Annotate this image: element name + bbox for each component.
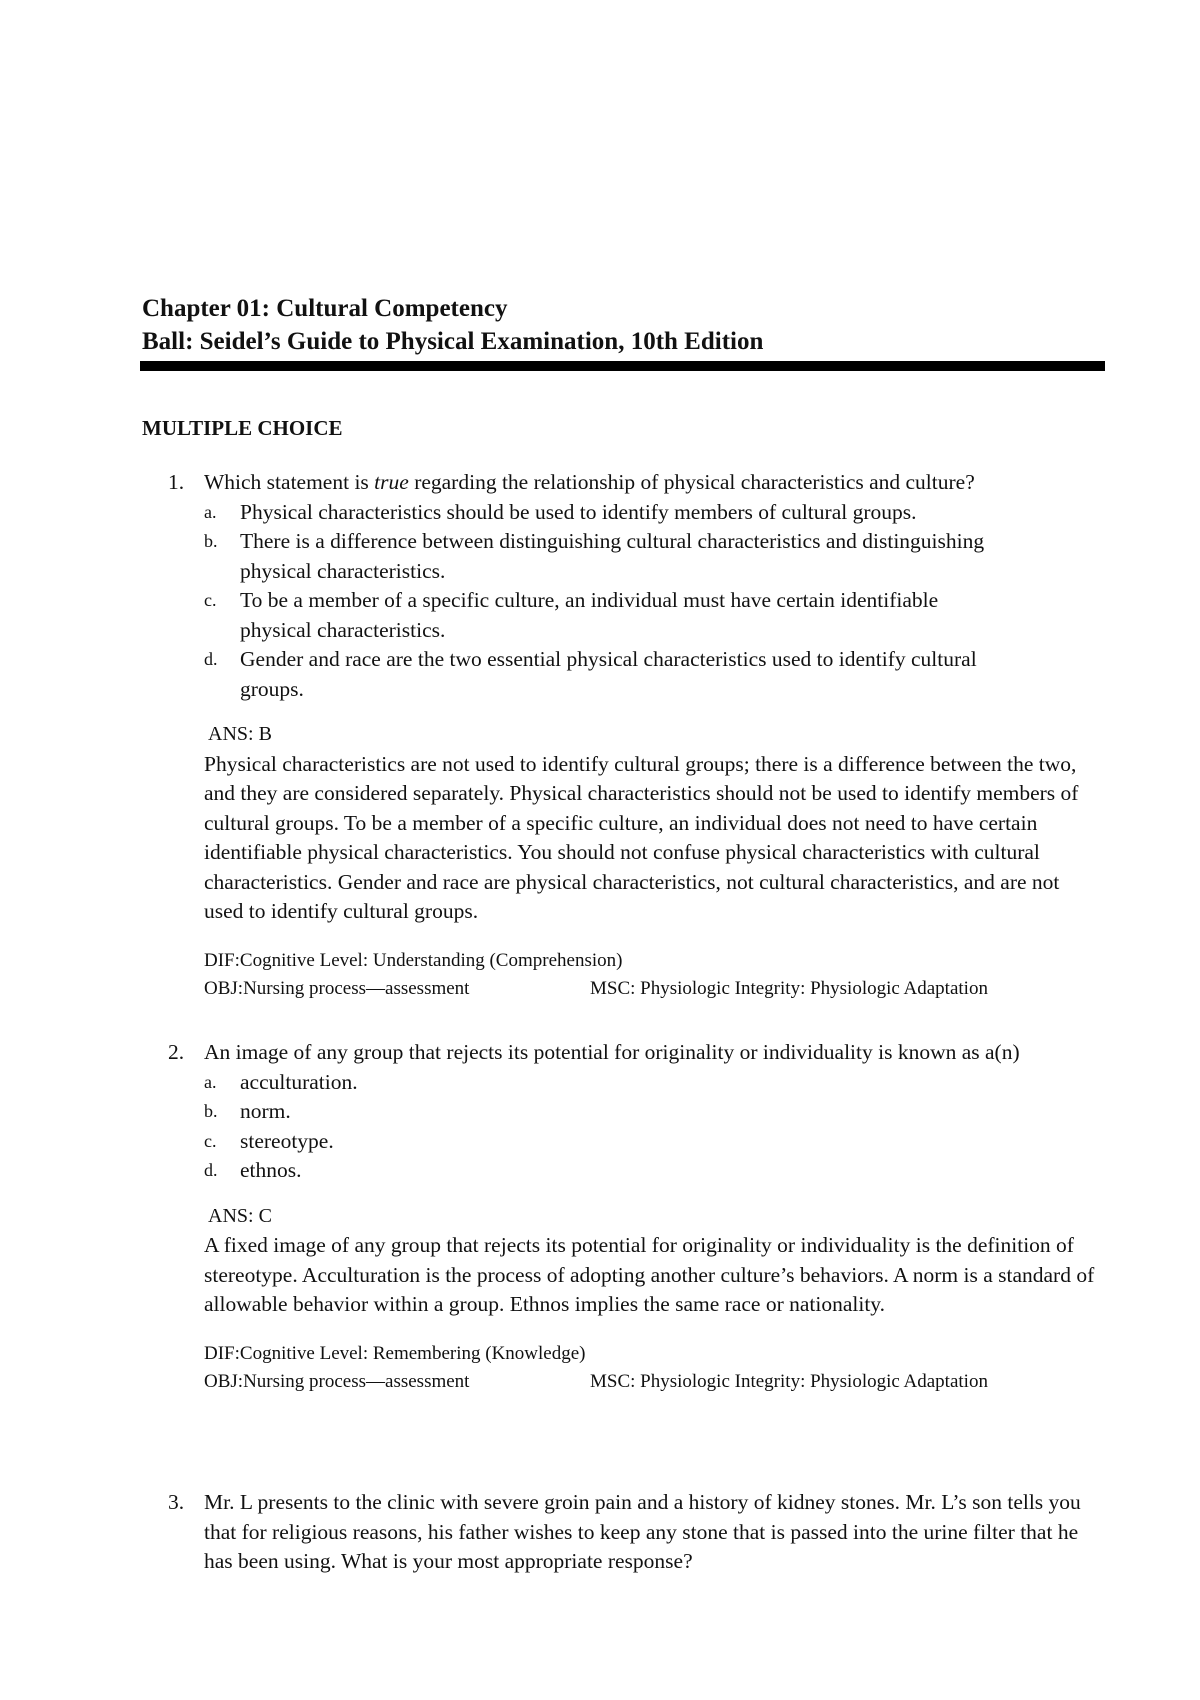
answer-key: ANS: B	[208, 723, 272, 745]
difficulty: DIF:Cognitive Level: Remembering (Knowledge)	[204, 1342, 586, 1364]
question-stem: Which statement is true regarding the relationship of physical characteristics and culture?	[204, 470, 975, 494]
chapter-title: Chapter 01: Cultural Competency	[142, 295, 508, 322]
option-d: d. ethnos.	[204, 1158, 302, 1182]
question-metadata	[204, 1340, 1098, 1396]
msc-category: MSC: Physiologic Integrity: Physiologic Adaptation	[590, 1370, 988, 1392]
section-title: MULTIPLE CHOICE	[142, 416, 343, 440]
answer-key: ANS: C	[208, 1204, 272, 1227]
question-metadata	[204, 947, 1098, 1003]
document-header	[142, 292, 763, 358]
header-rule	[140, 361, 1105, 371]
question-3	[168, 1488, 1098, 1577]
options-list	[204, 498, 1098, 705]
option-a: a. Physical characteristics should be used to identify members of cultural groups.	[204, 499, 917, 524]
question-stem: Mr. L presents to the clinic with severe groin pain and a history of kidney stones. Mr. L’s son tells you that for religious reasons, his father wishes to keep any stone that is passed into the urine filter that he has been using. What is your most appropriate response?	[204, 1490, 1081, 1573]
question-number: 1.	[168, 470, 185, 494]
answer-explanation: A fixed image of any group that rejects its potential for originality or individuality is the definition of stereotype. Acculturation is the process of adopting another culture’s behaviors. A norm is a standard of allowable behavior within a group. Ethnos implies the same race or nationality.	[204, 1233, 1095, 1316]
question-1	[168, 468, 1098, 1003]
option-b: b. norm.	[204, 1099, 291, 1123]
question-2	[168, 1038, 1098, 1396]
option-c: c. stereotype.	[204, 1128, 334, 1153]
question-number: 3.	[168, 1490, 185, 1514]
msc-category: MSC: Physiologic Integrity: Physiologic Adaptation	[590, 977, 988, 999]
option-b: b. There is a difference between distinguishing cultural characteristics and distinguishing physical characteristics.	[204, 529, 985, 583]
question-stem: An image of any group that rejects its potential for originality or individuality is known as a(n)	[204, 1040, 1020, 1064]
objective: OBJ:Nursing process—assessment	[204, 977, 470, 999]
answer-block	[204, 720, 1098, 927]
question-number: 2.	[168, 1040, 185, 1064]
options-list	[204, 1068, 1098, 1186]
book-title: Ball: Seidel’s Guide to Physical Examination, 10th Edition	[142, 328, 764, 355]
objective: OBJ:Nursing process—assessment	[204, 1370, 470, 1392]
option-d: d. Gender and race are the two essential physical characteristics used to identify cultural groups.	[204, 647, 977, 701]
option-c: c. To be a member of a specific culture, an individual must have certain identifiable physical characteristics.	[204, 588, 939, 642]
option-a: a. acculturation.	[204, 1069, 358, 1094]
difficulty: DIF:Cognitive Level: Understanding (Comprehension)	[204, 949, 623, 971]
answer-explanation: Physical characteristics are not used to identify cultural groups; there is a difference between the two, and they are considered separately. Physical characteristics should not be used to identify members of cultural groups. To be a member of a specific culture, an individual does not need to have certain identifiable physical characteristics. You should not confuse physical characteristics with cultural characteristics. Gender and race are physical characteristics, not cultural characteristics, and are not used to identify cultural groups.	[204, 751, 1079, 923]
answer-block	[204, 1202, 1098, 1320]
